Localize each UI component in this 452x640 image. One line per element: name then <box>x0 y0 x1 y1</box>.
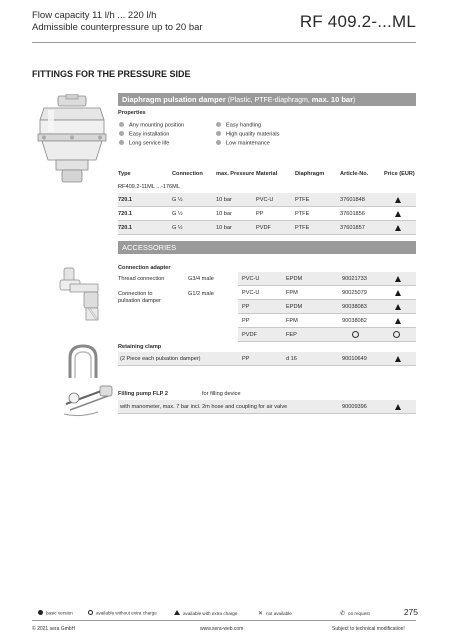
availability-triangle-icon <box>395 225 401 231</box>
damper-subtitle-b: max. 10 bar <box>311 95 354 104</box>
property-item: Low maintenance <box>216 140 270 147</box>
header-divider <box>32 42 416 43</box>
property-item: Long service life <box>119 140 169 147</box>
adapter-desc: Connection to <box>118 291 153 297</box>
table-row: PVDF FEP <box>238 328 416 342</box>
open-circle-icon <box>88 610 93 615</box>
copyright: © 2021 sera GmbH <box>32 626 76 632</box>
col-price: Price (EUR) <box>384 171 415 177</box>
availability-triangle-icon <box>395 276 401 282</box>
col-material: Material <box>256 171 278 177</box>
connection-adapter-image <box>56 262 114 330</box>
pulsation-damper-image <box>34 94 110 186</box>
availability-triangle-icon <box>395 404 401 410</box>
retaining-clamp-image <box>66 344 100 380</box>
legend-on-request: ✆ on request <box>340 611 370 617</box>
phone-icon: ✆ <box>340 611 346 617</box>
availability-triangle-icon <box>395 290 401 296</box>
bullet-icon <box>119 122 124 127</box>
cross-icon: ✕ <box>258 611 264 617</box>
col-diaphragm: Diaphragm <box>295 171 325 177</box>
table-row: PP EPDM 90038083 <box>238 300 416 314</box>
website-link[interactable]: www.sera-web.com <box>200 626 244 632</box>
on-request-phone-icon <box>393 331 400 338</box>
triangle-icon <box>174 610 180 615</box>
property-item: Any mounting position <box>119 122 184 129</box>
damper-subtitle-a: (Plastic, PTFE-diaphragm, <box>225 97 312 104</box>
product-code: RF 409.2-...ML <box>299 12 416 31</box>
table-row: 720.1 G ½ 10 bar PP PTFE 37601856 <box>118 207 416 221</box>
pump-label: Filling pump FLP 2 <box>118 391 168 397</box>
bullet-icon <box>216 122 221 127</box>
properties-label: Properties <box>118 110 146 116</box>
adapter-desc: Thread connection <box>118 276 165 282</box>
availability-triangle-icon <box>395 304 401 310</box>
availability-triangle-icon <box>395 211 401 217</box>
bullet-icon <box>119 131 124 136</box>
adapter-conn: G3/4 male <box>188 276 214 282</box>
bullet-icon <box>216 131 221 136</box>
table-row: 720.1 G ½ 10 bar PVDF PTFE 37601857 <box>118 221 416 235</box>
table-row: with manometer, max. 7 bar incl. 2m hose and coupling for air valve 90009396 <box>118 400 416 414</box>
footer-divider <box>32 620 416 621</box>
availability-triangle-icon <box>395 318 401 324</box>
col-pressure: max. Pressure <box>216 171 255 177</box>
legend-not-available: ✕ not available <box>258 611 292 617</box>
table-row: (2 Piece each pulsation damper) PP d 16 90010649 <box>118 352 416 366</box>
pump-note: for filling device <box>202 391 241 397</box>
damper-title: Diaphragm pulsation damper <box>122 95 226 104</box>
section-title: FITTINGS FOR THE PRESSURE SIDE <box>32 69 191 79</box>
damper-subtitle-c: ) <box>353 97 356 104</box>
basic-dot-icon <box>38 610 43 615</box>
table-row: PVC-U EPDM 90021733 <box>238 272 416 286</box>
header-flow-capacity: Flow capacity 11 l/h ... 220 l/h <box>32 10 157 21</box>
adapter-label: Connection adapter <box>118 265 171 271</box>
legend-basic: basic version <box>38 610 73 616</box>
bullet-icon <box>119 140 124 145</box>
damper-title-band <box>118 93 416 106</box>
availability-triangle-icon <box>395 356 401 362</box>
filling-pump-image <box>60 384 116 418</box>
table-row: PVC-U FPM 90025079 <box>238 286 416 300</box>
clamp-label: Retaining clamp <box>118 344 162 350</box>
accessories-title: ACCESSORIES <box>122 243 177 252</box>
header-text <box>32 10 203 34</box>
property-item: High quality materials <box>216 131 279 138</box>
property-item: Easy installation <box>119 131 169 138</box>
header-counterpressure: Admissible counterpressure up to 20 bar <box>32 22 203 33</box>
table-row: PP FPM 90038082 <box>238 314 416 328</box>
property-item: Easy handling <box>216 122 261 129</box>
bullet-icon <box>216 140 221 145</box>
legend-free: available without extra charge <box>88 610 157 616</box>
on-request-phone-icon <box>352 331 359 338</box>
col-article-no: Article-No. <box>340 171 369 177</box>
legend-charge: available with extra charge <box>174 610 237 616</box>
adapter-conn: G1/2 male <box>188 291 214 297</box>
availability-triangle-icon <box>395 197 401 203</box>
table-row: 720.1 G ½ 10 bar PVC-U PTFE 37601848 <box>118 193 416 207</box>
adapter-desc: pulsation damper <box>118 298 161 304</box>
legal-notice: Subject to technical modification! <box>332 626 405 632</box>
col-type: Type <box>118 171 131 177</box>
page-number: 275 <box>403 607 418 617</box>
col-connection: Connection <box>172 171 203 177</box>
models-note: RF409.2-11ML ...-176ML <box>118 184 180 190</box>
accessories-band <box>118 241 416 254</box>
